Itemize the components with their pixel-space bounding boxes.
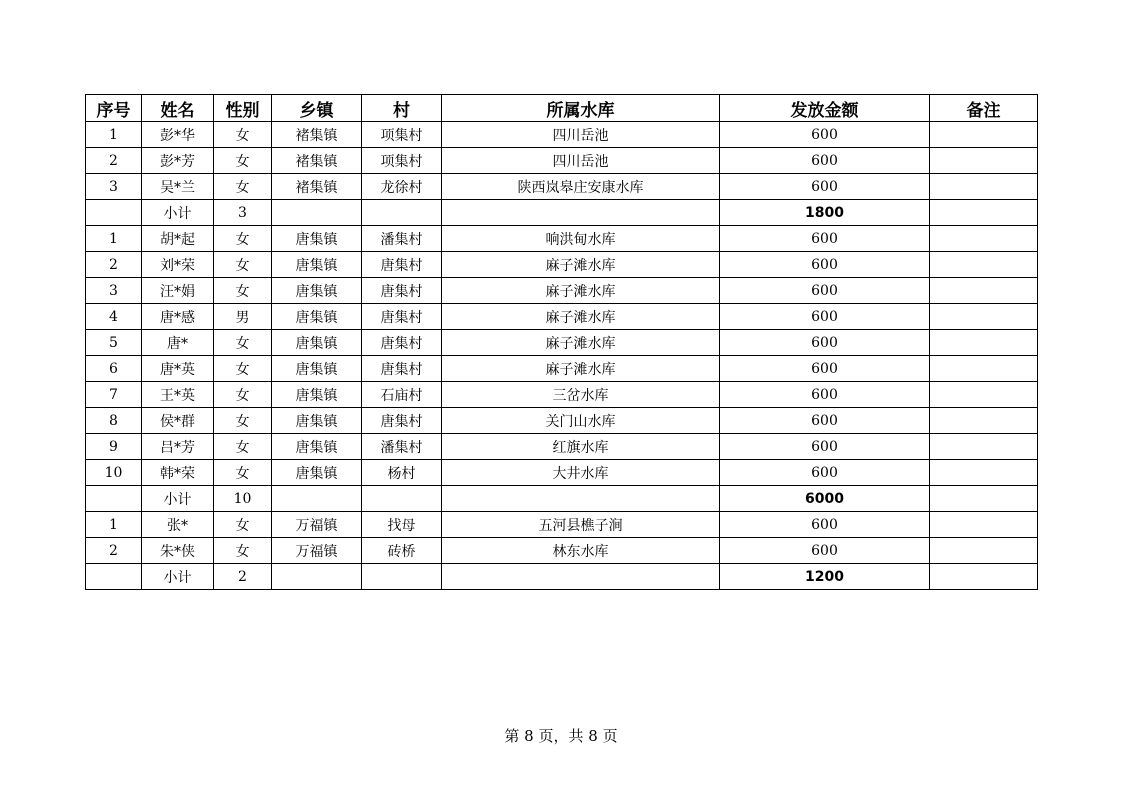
cell-name: 侯*群 bbox=[142, 408, 214, 434]
cell-remarks bbox=[930, 200, 1038, 226]
cell-reservoir bbox=[442, 486, 720, 512]
cell-amount: 600 bbox=[720, 512, 930, 538]
cell-index: 2 bbox=[86, 252, 142, 278]
col-header-reservoir: 所属水库 bbox=[442, 95, 720, 122]
cell-gender: 女 bbox=[214, 512, 272, 538]
cell-amount: 600 bbox=[720, 278, 930, 304]
cell-reservoir bbox=[442, 200, 720, 226]
cell-name: 汪*娟 bbox=[142, 278, 214, 304]
cell-index: 1 bbox=[86, 512, 142, 538]
cell-remarks bbox=[930, 330, 1038, 356]
cell-amount: 600 bbox=[720, 356, 930, 382]
subtotal-row bbox=[86, 564, 1038, 590]
cell-township: 唐集镇 bbox=[272, 330, 362, 356]
subtotal-row bbox=[86, 486, 1038, 512]
cell-reservoir: 麻子滩水库 bbox=[442, 278, 720, 304]
cell-township: 唐集镇 bbox=[272, 304, 362, 330]
cell-name: 小计 bbox=[142, 486, 214, 512]
cell-index: 4 bbox=[86, 304, 142, 330]
cell-name: 王*英 bbox=[142, 382, 214, 408]
cell-index: 5 bbox=[86, 330, 142, 356]
cell-village: 唐集村 bbox=[362, 278, 442, 304]
cell-index: 7 bbox=[86, 382, 142, 408]
cell-township bbox=[272, 200, 362, 226]
cell-village bbox=[362, 564, 442, 590]
cell-reservoir: 响洪甸水库 bbox=[442, 226, 720, 252]
cell-amount: 1200 bbox=[720, 564, 930, 590]
cell-name: 小计 bbox=[142, 200, 214, 226]
cell-name: 张* bbox=[142, 512, 214, 538]
cell-amount: 600 bbox=[720, 382, 930, 408]
cell-name: 唐*感 bbox=[142, 304, 214, 330]
cell-name: 小计 bbox=[142, 564, 214, 590]
cell-remarks bbox=[930, 278, 1038, 304]
cell-gender: 女 bbox=[214, 434, 272, 460]
cell-reservoir: 五河县樵子涧 bbox=[442, 512, 720, 538]
cell-township: 褚集镇 bbox=[272, 122, 362, 148]
cell-amount: 6000 bbox=[720, 486, 930, 512]
cell-name: 唐*英 bbox=[142, 356, 214, 382]
table-row bbox=[86, 278, 1038, 304]
cell-village: 项集村 bbox=[362, 122, 442, 148]
cell-reservoir: 麻子滩水库 bbox=[442, 252, 720, 278]
cell-remarks bbox=[930, 226, 1038, 252]
col-header-amount: 发放金额 bbox=[720, 95, 930, 122]
cell-amount: 600 bbox=[720, 434, 930, 460]
cell-reservoir: 三岔水库 bbox=[442, 382, 720, 408]
table-row bbox=[86, 252, 1038, 278]
cell-village: 项集村 bbox=[362, 148, 442, 174]
cell-remarks bbox=[930, 356, 1038, 382]
cell-index: 1 bbox=[86, 226, 142, 252]
cell-name: 彭*芳 bbox=[142, 148, 214, 174]
cell-amount: 600 bbox=[720, 226, 930, 252]
cell-amount: 600 bbox=[720, 538, 930, 564]
cell-township: 万福镇 bbox=[272, 512, 362, 538]
cell-gender: 女 bbox=[214, 408, 272, 434]
cell-index: 10 bbox=[86, 460, 142, 486]
cell-remarks bbox=[930, 538, 1038, 564]
cell-gender: 女 bbox=[214, 226, 272, 252]
cell-reservoir: 林东水库 bbox=[442, 538, 720, 564]
cell-name: 朱*侠 bbox=[142, 538, 214, 564]
table-row bbox=[86, 356, 1038, 382]
cell-village: 龙徐村 bbox=[362, 174, 442, 200]
cell-reservoir: 四川岳池 bbox=[442, 122, 720, 148]
cell-township: 唐集镇 bbox=[272, 460, 362, 486]
cell-gender: 女 bbox=[214, 538, 272, 564]
cell-amount: 600 bbox=[720, 252, 930, 278]
cell-index: 3 bbox=[86, 278, 142, 304]
cell-index: 8 bbox=[86, 408, 142, 434]
cell-name: 韩*荣 bbox=[142, 460, 214, 486]
cell-name: 刘*荣 bbox=[142, 252, 214, 278]
cell-remarks bbox=[930, 460, 1038, 486]
table-row bbox=[86, 148, 1038, 174]
table-row bbox=[86, 512, 1038, 538]
cell-index: 6 bbox=[86, 356, 142, 382]
cell-township: 唐集镇 bbox=[272, 252, 362, 278]
table-row bbox=[86, 382, 1038, 408]
cell-village: 唐集村 bbox=[362, 252, 442, 278]
cell-remarks bbox=[930, 252, 1038, 278]
cell-gender: 女 bbox=[214, 356, 272, 382]
cell-amount: 600 bbox=[720, 460, 930, 486]
table-row bbox=[86, 330, 1038, 356]
cell-village: 石庙村 bbox=[362, 382, 442, 408]
header-row bbox=[86, 95, 1038, 122]
col-header-township: 乡镇 bbox=[272, 95, 362, 122]
cell-township: 唐集镇 bbox=[272, 226, 362, 252]
cell-village: 唐集村 bbox=[362, 304, 442, 330]
cell-gender: 女 bbox=[214, 460, 272, 486]
cell-village: 砖桥 bbox=[362, 538, 442, 564]
col-header-remarks: 备注 bbox=[930, 95, 1038, 122]
cell-reservoir: 关门山水库 bbox=[442, 408, 720, 434]
cell-gender: 女 bbox=[214, 278, 272, 304]
cell-township: 唐集镇 bbox=[272, 434, 362, 460]
cell-township: 唐集镇 bbox=[272, 382, 362, 408]
cell-index bbox=[86, 486, 142, 512]
cell-remarks bbox=[930, 564, 1038, 590]
cell-reservoir: 麻子滩水库 bbox=[442, 356, 720, 382]
cell-name: 吴*兰 bbox=[142, 174, 214, 200]
cell-village: 潘集村 bbox=[362, 226, 442, 252]
cell-reservoir: 麻子滩水库 bbox=[442, 330, 720, 356]
cell-reservoir bbox=[442, 564, 720, 590]
cell-township: 唐集镇 bbox=[272, 356, 362, 382]
table-row bbox=[86, 538, 1038, 564]
cell-village: 找母 bbox=[362, 512, 442, 538]
cell-index: 1 bbox=[86, 122, 142, 148]
cell-gender: 女 bbox=[214, 122, 272, 148]
col-header-index: 序号 bbox=[86, 95, 142, 122]
cell-reservoir: 红旗水库 bbox=[442, 434, 720, 460]
col-header-village: 村 bbox=[362, 95, 442, 122]
cell-remarks bbox=[930, 512, 1038, 538]
cell-amount: 600 bbox=[720, 174, 930, 200]
cell-index: 2 bbox=[86, 148, 142, 174]
cell-index: 3 bbox=[86, 174, 142, 200]
cell-name: 吕*芳 bbox=[142, 434, 214, 460]
cell-remarks bbox=[930, 122, 1038, 148]
cell-gender: 女 bbox=[214, 174, 272, 200]
cell-township bbox=[272, 564, 362, 590]
cell-village bbox=[362, 200, 442, 226]
cell-amount: 600 bbox=[720, 122, 930, 148]
col-header-name: 姓名 bbox=[142, 95, 214, 122]
cell-remarks bbox=[930, 434, 1038, 460]
cell-gender: 10 bbox=[214, 486, 272, 512]
cell-gender: 女 bbox=[214, 330, 272, 356]
subtotal-row bbox=[86, 200, 1038, 226]
cell-gender: 女 bbox=[214, 148, 272, 174]
table-row bbox=[86, 408, 1038, 434]
cell-gender: 2 bbox=[214, 564, 272, 590]
page-number-footer: 第 8 页，共 8 页 bbox=[504, 727, 618, 745]
cell-reservoir: 麻子滩水库 bbox=[442, 304, 720, 330]
cell-amount: 1800 bbox=[720, 200, 930, 226]
cell-amount: 600 bbox=[720, 304, 930, 330]
table-row bbox=[86, 226, 1038, 252]
cell-township: 褚集镇 bbox=[272, 174, 362, 200]
table-row bbox=[86, 304, 1038, 330]
cell-index: 2 bbox=[86, 538, 142, 564]
cell-name: 胡*起 bbox=[142, 226, 214, 252]
cell-amount: 600 bbox=[720, 148, 930, 174]
table-row bbox=[86, 174, 1038, 200]
cell-index: 9 bbox=[86, 434, 142, 460]
cell-remarks bbox=[930, 174, 1038, 200]
cell-remarks bbox=[930, 382, 1038, 408]
cell-reservoir: 四川岳池 bbox=[442, 148, 720, 174]
cell-township: 褚集镇 bbox=[272, 148, 362, 174]
cell-remarks bbox=[930, 408, 1038, 434]
cell-gender: 3 bbox=[214, 200, 272, 226]
cell-amount: 600 bbox=[720, 330, 930, 356]
cell-village: 潘集村 bbox=[362, 434, 442, 460]
cell-village: 唐集村 bbox=[362, 330, 442, 356]
col-header-gender: 性别 bbox=[214, 95, 272, 122]
cell-index bbox=[86, 200, 142, 226]
cell-name: 彭*华 bbox=[142, 122, 214, 148]
cell-reservoir: 陕西岚皋庄安康水库 bbox=[442, 174, 720, 200]
cell-gender: 女 bbox=[214, 382, 272, 408]
cell-township: 唐集镇 bbox=[272, 408, 362, 434]
table-row bbox=[86, 460, 1038, 486]
cell-remarks bbox=[930, 148, 1038, 174]
cell-index bbox=[86, 564, 142, 590]
reservoir-subsidy-table bbox=[85, 94, 1038, 590]
table-row bbox=[86, 122, 1038, 148]
cell-township: 唐集镇 bbox=[272, 278, 362, 304]
cell-gender: 男 bbox=[214, 304, 272, 330]
cell-township: 万福镇 bbox=[272, 538, 362, 564]
cell-remarks bbox=[930, 486, 1038, 512]
cell-village: 唐集村 bbox=[362, 408, 442, 434]
cell-village: 杨村 bbox=[362, 460, 442, 486]
cell-village: 唐集村 bbox=[362, 356, 442, 382]
cell-gender: 女 bbox=[214, 252, 272, 278]
cell-township bbox=[272, 486, 362, 512]
cell-reservoir: 大井水库 bbox=[442, 460, 720, 486]
cell-remarks bbox=[930, 304, 1038, 330]
cell-amount: 600 bbox=[720, 408, 930, 434]
table-row bbox=[86, 434, 1038, 460]
cell-name: 唐* bbox=[142, 330, 214, 356]
cell-village bbox=[362, 486, 442, 512]
